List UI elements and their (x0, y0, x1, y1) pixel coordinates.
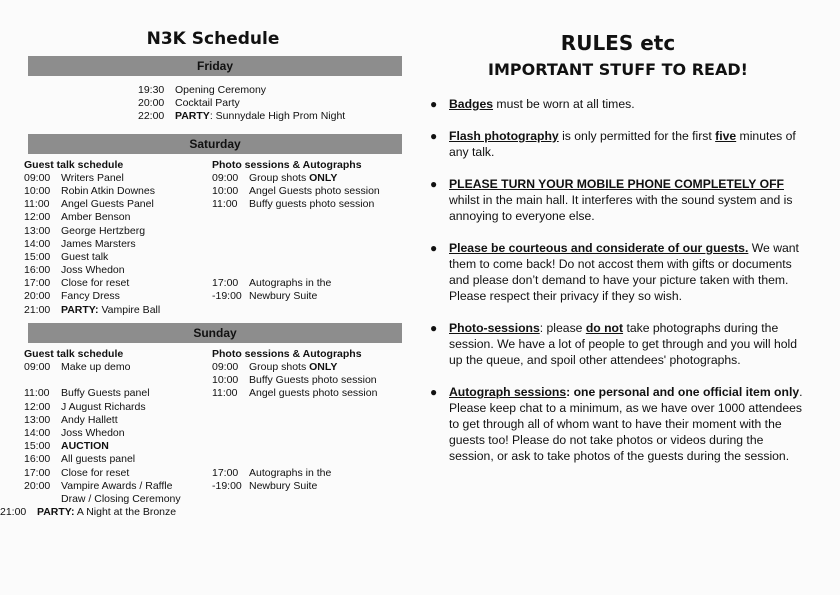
rules-list (428, 96, 808, 464)
schedule-line: 20:00 Cocktail Party (138, 97, 240, 110)
schedule-line (212, 427, 402, 440)
schedule-line: 20:00 Fancy Dress (24, 290, 120, 303)
saturday-photo-column (212, 159, 402, 317)
rule-item: ● Flash photography is only permitted for the first five minutes of any talk. (430, 129, 796, 159)
schedule-line: 10:00 Angel Guests photo session (212, 184, 380, 197)
bullet-icon: ● (430, 321, 438, 335)
schedule-line (212, 251, 402, 264)
schedule-line: 17:00 Close for reset (24, 277, 130, 290)
bullet-icon: ● (430, 129, 438, 143)
schedule-line: 09:00 Make up demo (24, 361, 131, 373)
schedule-line: 10:00 Buffy Guests photo session (212, 374, 377, 387)
schedule-line: 21:00 PARTY: A Night at the Bronze (0, 506, 177, 519)
bullet-icon: ● (430, 385, 438, 399)
schedule-line (212, 225, 402, 238)
schedule-line: -19:00 Newbury Suite (212, 479, 318, 492)
photo-sessions-header: Photo sessions & Autographs (212, 158, 362, 171)
schedule-line: 11:00 Angel Guests Panel (24, 198, 154, 211)
schedule-line: 22:00 PARTY: Sunnydale High Prom Night (138, 110, 346, 123)
rule-item: ● Badges must be worn at all times. (430, 97, 635, 111)
schedule-line (212, 401, 402, 414)
schedule-line (212, 238, 402, 251)
schedule-line: 20:00 Vampire Awards / Raffle (24, 479, 173, 492)
friday-list (138, 84, 402, 124)
schedule-line: 17:00 Autographs in the (212, 277, 332, 290)
rules-subtitle: IMPORTANT STUFF TO READ! (488, 60, 748, 79)
bullet-icon: ● (430, 97, 438, 111)
schedule-line: 15:00 Guest talk (24, 250, 109, 263)
schedule-line: 09:00 Group shots ONLY (212, 171, 338, 184)
day-bar-friday: Friday (28, 56, 402, 76)
schedule-line: 21:00 PARTY: Vampire Ball (24, 303, 161, 316)
schedule-line: -19:00 Newbury Suite (212, 290, 318, 303)
schedule-line (212, 414, 402, 427)
schedule-line: 14:00 Joss Whedon (24, 426, 125, 439)
schedule-line: Draw / Closing Ceremony (61, 492, 181, 505)
schedule-line: 11:00 Buffy guests photo session (212, 198, 375, 211)
rule-item: ● Autograph sessions: one personal and one official item only. Please keep chat to a minimum, as we have over 1000 attendees to get through all of whom want to have their moment with the guests too! Please do not take photos or videos during the session, or ask to take photos of the guests during the session. (430, 385, 803, 463)
sunday-photo-column (212, 348, 402, 519)
rule-item: ● Photo-sessions: please do not take photographs during the session. We have a lot of people to get through and you will hold up the queue, and spoil other attendees' photographs. (430, 321, 798, 367)
schedule-line: 10:00 Robin Atkin Downes (24, 184, 155, 197)
schedule-line: 09:00 Group shots ONLY (212, 361, 338, 373)
guest-talk-header: Guest talk schedule (24, 158, 124, 171)
schedule-line: 14:00 James Marsters (24, 237, 136, 250)
schedule-panel (0, 28, 402, 519)
schedule-line: 11:00 Angel guests photo session (212, 387, 378, 400)
day-bar-saturday: Saturday (28, 134, 402, 154)
sunday-guest-column (0, 347, 212, 519)
bullet-icon: ● (430, 241, 438, 255)
schedule-line (212, 211, 402, 224)
schedule-line: 13:00 Andy Hallett (24, 413, 118, 426)
schedule-line: 19:30 Opening Ceremony (138, 84, 267, 96)
rules-panel (428, 30, 808, 480)
schedule-line (212, 453, 402, 466)
schedule-line (212, 264, 402, 277)
schedule-line: 09:00 Writers Panel (24, 171, 124, 184)
bullet-icon: ● (430, 177, 438, 191)
schedule-line: 13:00 George Hertzberg (24, 224, 146, 237)
saturday-guest-column (24, 159, 212, 317)
schedule-title: N3K Schedule (146, 29, 280, 49)
schedule-line: 17:00 Close for reset (24, 466, 130, 479)
rules-title: RULES etc (560, 31, 676, 55)
rule-item: ● Please be courteous and considerate of our guests. We want them to come back! Do not accost them with gifts or documents and please don’t demand to have your picture taken with them. Please respect their privacy if they so wish. (430, 241, 799, 303)
schedule-line: 15:00 AUCTION (24, 440, 109, 453)
schedule-line: 17:00 Autographs in the (212, 466, 332, 479)
saturday-table (24, 159, 402, 317)
schedule-line (212, 440, 402, 453)
schedule-line: 11:00 Buffy Guests panel (24, 387, 150, 400)
schedule-line: 16:00 All guests panel (24, 453, 136, 466)
schedule-line: 16:00 Joss Whedon (24, 264, 125, 277)
rule-item: ● PLEASE TURN YOUR MOBILE PHONE COMPLETELY OFF whilst in the main hall. It interferes with the sound system and is annoying to everyone else. (430, 177, 793, 223)
guest-talk-header: Guest talk schedule (24, 347, 124, 360)
schedule-line (24, 374, 212, 387)
photo-sessions-header: Photo sessions & Autographs (212, 347, 362, 360)
day-bar-sunday: Sunday (28, 323, 402, 343)
schedule-line: 12:00 Amber Benson (24, 211, 131, 224)
sunday-table (0, 347, 402, 519)
schedule-line: 12:00 J August Richards (24, 400, 146, 413)
